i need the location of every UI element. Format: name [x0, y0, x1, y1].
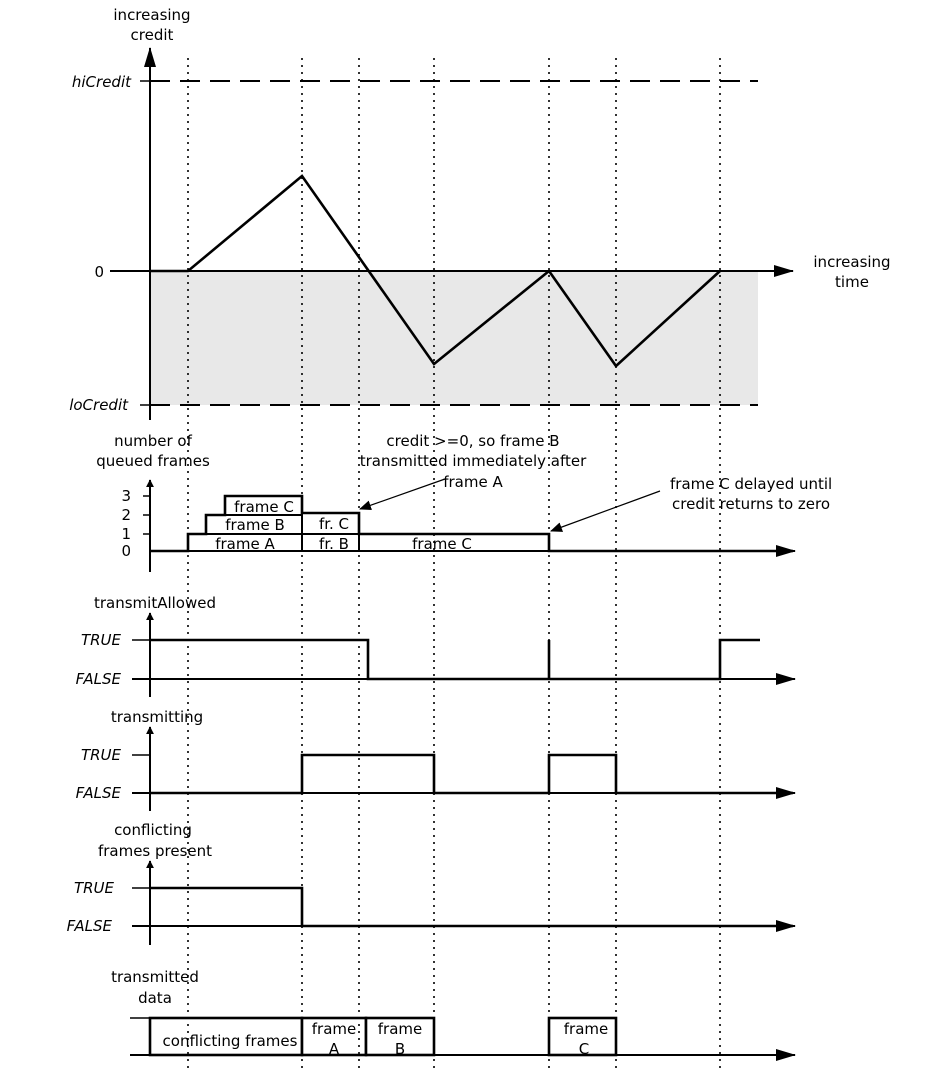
queue-title-line2: queued frames — [96, 452, 210, 470]
queue-frame-b-label: frame B — [225, 516, 285, 534]
transmitted-frame-a-label-line1: frame — [311, 1020, 357, 1038]
transmitted-frame-c-label-line2: C — [578, 1040, 590, 1058]
time-markers — [188, 58, 720, 1068]
transmitting-signal — [150, 755, 793, 793]
annotation-frame-c-line1: frame C delayed until — [670, 475, 833, 493]
transmitting-false-label: FALSE — [75, 784, 121, 802]
transmitted-data-title-line1: transmitted — [111, 968, 199, 986]
credit-panel — [69, 6, 890, 420]
transmitted-frame-b-label-line2: B — [394, 1040, 406, 1058]
annotation-frame-c-arrow — [551, 491, 660, 531]
transmit-allowed-signal — [150, 640, 760, 679]
queue-tick-label-0: 0 — [121, 542, 131, 560]
conflicting-false-label: FALSE — [66, 917, 112, 935]
locredit-label: loCredit — [69, 396, 128, 414]
queue-title-line1: number of — [114, 432, 192, 450]
queue-tick-label-2: 2 — [121, 506, 131, 524]
credit-axis-title-line2: credit — [130, 26, 174, 44]
transmitted-frame-c-label-line1: frame — [563, 1020, 609, 1038]
queue-tick-label-3: 3 — [121, 487, 131, 505]
queue-frame-c-top-label: frame C — [234, 498, 294, 516]
time-axis-title-line2: time — [835, 273, 869, 291]
queue-fr-b-label: fr. B — [319, 535, 349, 553]
hicredit-label: hiCredit — [71, 73, 131, 91]
conflicting-signal — [150, 888, 793, 926]
transmit-allowed-title: transmitAllowed — [93, 594, 217, 612]
annotation-frame-c-line2: credit returns to zero — [672, 495, 831, 513]
transmitting-panel — [76, 708, 795, 811]
transmit-allowed-false-label: FALSE — [75, 670, 121, 688]
conflicting-title-line1: conflicting — [114, 821, 192, 839]
zero-credit-label: 0 — [94, 263, 104, 281]
conflicting-title-line2: frames present — [97, 842, 213, 860]
queue-tick-label-1: 1 — [121, 525, 131, 543]
annotation-frame-b-arrow — [360, 479, 445, 509]
annotation-frame-b-line1: credit >=0, so frame B — [386, 432, 560, 450]
queue-frame-a-label: frame A — [215, 535, 275, 553]
credit-axis-title-line1: increasing — [113, 6, 191, 24]
transmitted-data-title-line2: data — [138, 989, 172, 1007]
conflicting-frames-panel — [67, 821, 795, 945]
annotation-frame-b-line3: frame A — [443, 473, 503, 491]
transmit-allowed-panel — [76, 594, 795, 697]
transmitted-frame-b-label-line1: frame — [377, 1020, 423, 1038]
time-axis-title-line1: increasing — [813, 253, 891, 271]
negative-credit-region — [150, 271, 758, 405]
transmitting-true-label: TRUE — [80, 746, 121, 764]
annotation-frame-b-line2: transmitted immediately after — [359, 452, 587, 470]
conflicting-frames-label: conflicting frames — [162, 1032, 298, 1050]
queue-fr-c-label: fr. C — [318, 515, 350, 533]
transmitting-title: transmitting — [110, 708, 204, 726]
transmit-allowed-true-label: TRUE — [80, 631, 121, 649]
queue-frame-c-low-label: frame C — [412, 535, 472, 553]
transmitted-data-panel — [111, 968, 795, 1058]
queued-frames-panel — [96, 432, 832, 572]
conflicting-true-label: TRUE — [73, 879, 114, 897]
transmitted-frame-a-label-line2: A — [328, 1040, 340, 1058]
